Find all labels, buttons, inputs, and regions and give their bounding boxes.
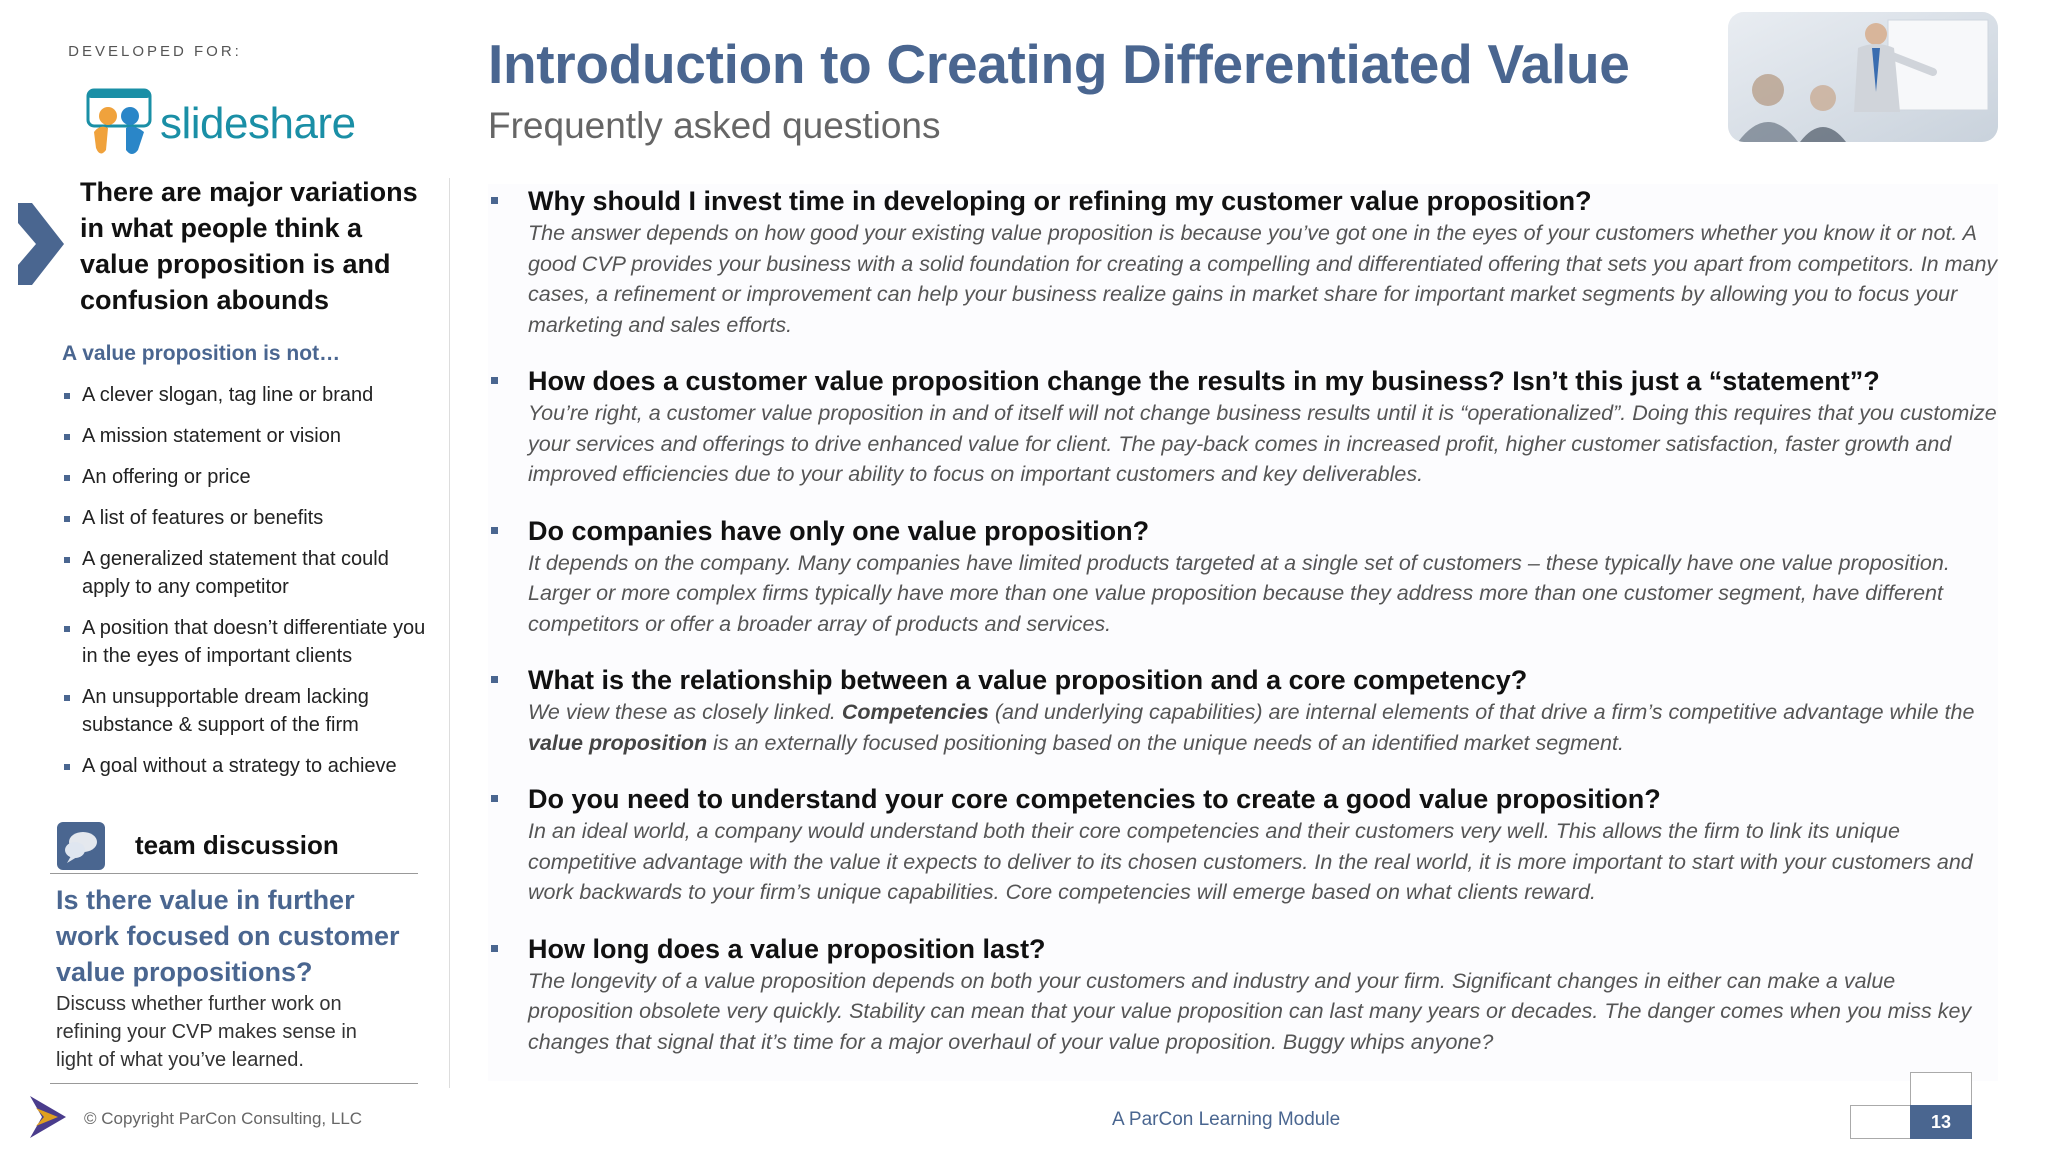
faq-item <box>488 932 1998 1058</box>
presentation-photo <box>1728 12 1998 142</box>
answer-emphasis: Competencies <box>841 700 989 724</box>
bullet <box>491 527 498 534</box>
list-item: A position that doesn’t differentiate you in the eyes of important clients <box>60 614 440 670</box>
copyright-text: © Copyright ParCon Consulting, LLC <box>84 1109 363 1128</box>
list-item: A generalized statement that could apply to any competitor <box>60 545 440 601</box>
not-list-title: A value proposition is not… <box>62 342 341 365</box>
faq-item <box>488 782 1998 908</box>
faq-answer: The answer depends on how good your existing value proposition is because you’ve got one in the eyes of your customers whether you know it or not. A good CVP provides your business with a solid foundation for creating a compelling and differentiated offering that sets you apart from competitors. In many cases, a refinement or improvement can help your business realize gains in market share for important market segments by allowing you to focus your marketing and sales efforts. <box>528 221 1998 337</box>
bullet <box>491 945 498 952</box>
discussion-question: Is there value in further work focused on customer value propositions? <box>56 885 400 987</box>
list-item: A goal without a strategy to achieve <box>60 752 440 780</box>
faq-answer: It depends on the company. Many companies have limited products targeted at a single set of customers – these typically have one value proposition. Larger or more complex firms typically have more than one value proposition because they address more than one customer segment, have different competitors or offer a broader array of products and services. <box>528 550 1950 636</box>
bullet <box>491 377 498 384</box>
chevron-right-icon <box>18 203 64 285</box>
faq-question: Why should I invest time in developing or refining my customer value proposition? <box>528 186 1592 216</box>
answer-emphasis: value proposition <box>528 730 708 755</box>
answer-text: is an externally focused positioning based on the unique needs of an identified market segment. <box>707 730 1624 755</box>
faq-question: Do companies have only one value proposition? <box>528 515 1150 546</box>
faq-answer: The longevity of a value proposition depends on both your customers and industry and your firm. Significant changes in either can make a value proposition obsolete very quickly. Stability can mean that your value proposition can last many years or decades. The danger comes when you miss key changes that signal that it’s time for a major overhaul of your value proposition. Buggy whips anyone? <box>528 968 1972 1054</box>
page-number: 13 <box>1910 1105 1972 1139</box>
parcon-logo-icon <box>28 1094 68 1140</box>
list-item: A mission statement or vision <box>60 422 440 450</box>
divider <box>50 1083 418 1084</box>
faq-question: How long does a value proposition last? <box>528 933 1046 964</box>
team-discussion-label: team discussion <box>135 830 339 860</box>
answer-text: We view these as closely linked. <box>528 700 842 724</box>
faq-answer: In an ideal world, a company would understand both their core competencies and their customers very well. This allows the firm to link its unique competitive advantage with the value it expects to deliver to its chosen customers. In the real world, it is more important to start with your customers and work backwards to your firm’s unique capabilities. Core competencies will emerge based on what clients reward. <box>528 819 1973 904</box>
developed-for-label: DEVELOPED FOR: <box>68 43 242 60</box>
slideshare-logo-icon <box>86 88 156 160</box>
bullet <box>491 676 498 683</box>
faq-item <box>488 663 1998 758</box>
team-discussion-icon <box>57 822 105 870</box>
list-item: A clever slogan, tag line or brand <box>60 381 440 409</box>
list-item: An offering or price <box>60 463 440 491</box>
faq-question: How does a customer value proposition change the results in my business? Isn’t this just a “statement”? <box>528 366 1880 396</box>
faq-question: What is the relationship between a value proposition and a core competency? <box>528 665 1528 695</box>
faq-list <box>488 184 1998 1081</box>
not-list <box>60 381 440 793</box>
faq-answer <box>528 697 1998 758</box>
bullet <box>491 197 498 204</box>
list-item: An unsupportable dream lacking substance & support of the firm <box>60 683 440 739</box>
bullet <box>491 795 498 802</box>
faq-answer: You’re right, a customer value proposition in and of itself will not change business results until it is “operationalized”. Doing this requires that you customize your services and offerings to drive enhanced value for client. The pay-back comes in increased profit, higher customer satisfaction, faster growth and improved efficiencies due to your ability to focus on important customers and key deliverables. <box>528 401 1997 486</box>
answer-text: (and underlying capabilities) are internal elements of that drive a firm’s competitive advantage while the <box>988 700 1975 724</box>
divider <box>50 873 418 874</box>
slideshare-logo-text: slideshare <box>160 99 356 148</box>
vertical-divider <box>449 178 450 1088</box>
discussion-text: Discuss whether further work on refining your CVP makes sense in light of what you’ve learned. <box>56 993 357 1071</box>
list-item: A list of features or benefits <box>60 504 440 532</box>
faq-item <box>488 184 1998 340</box>
page-title: Introduction to Creating Differentiated Value <box>488 33 1630 95</box>
page-subtitle: Frequently asked questions <box>488 105 941 146</box>
module-label: A ParCon Learning Module <box>1112 1109 1341 1130</box>
faq-item <box>488 364 1998 490</box>
faq-item <box>488 514 1998 640</box>
sidebar-headline: There are major variations in what people think a value proposition is and confusion abounds <box>80 177 418 315</box>
faq-question: Do you need to understand your core competencies to create a good value proposition? <box>528 784 1661 814</box>
slideshare-logo <box>86 86 356 162</box>
page-decoration <box>1910 1072 1972 1106</box>
